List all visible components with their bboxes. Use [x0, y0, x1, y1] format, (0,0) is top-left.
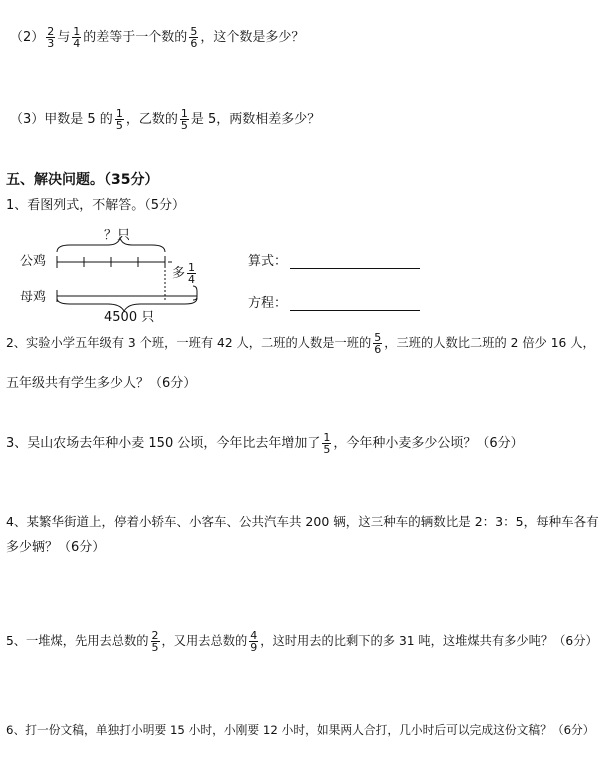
fraction-numerator: 2: [151, 629, 159, 642]
fraction-numerator: 1: [188, 261, 196, 274]
equation-label: 方程：: [248, 296, 288, 311]
problem-2-line-1: [6, 332, 595, 355]
problem-1-text: 1、看图列式，不解答。（5分）: [6, 198, 186, 213]
formula-label: 算式：: [248, 254, 288, 269]
question-3-text: （3）甲数是 5 的: [10, 112, 113, 127]
fraction-numerator: 1: [115, 107, 123, 120]
fraction-denominator: 5: [180, 119, 188, 132]
problem-3-text: ，今年种小麦多少公顷？（6分）: [333, 436, 524, 451]
question-3-text: ，乙数的: [125, 112, 178, 127]
problem-4-line-1: 4、某繁华街道上，停着小轿车、小客车、公共汽车共 200 辆，这三种车的辆数比是 2：3：5，每种车各有: [6, 514, 599, 529]
more-label: [172, 262, 198, 285]
unknown-label: ？只: [104, 228, 131, 243]
rooster-label: 公鸡: [20, 254, 47, 269]
question-2-prefix: （2）: [10, 30, 45, 45]
problem-2-line-2: 五年级共有学生多少人？（6分）: [6, 376, 197, 391]
fraction-denominator: 5: [115, 119, 123, 132]
fraction-denominator: 3: [47, 37, 55, 50]
fraction-numerator: 1: [73, 25, 81, 38]
fraction-numerator: 1: [323, 431, 331, 444]
problem-2-text: 2、实验小学五年级有 3 个班，一班有 42 人，二班的人数是一班的: [6, 336, 372, 350]
problem-4-line-2: 多少辆？（6分）: [6, 540, 106, 555]
question-2-text: 的差等于一个数的: [83, 30, 188, 45]
fraction-denominator: 5: [151, 641, 159, 654]
equation-answer-line[interactable]: [290, 310, 420, 311]
fraction-denominator: 9: [250, 641, 258, 654]
fraction-2-5: [151, 630, 160, 653]
hen-label: 母鸡: [20, 290, 47, 305]
formula-answer-line[interactable]: [290, 268, 420, 269]
question-2-text: ，这个数是多少？: [200, 30, 305, 45]
fraction-numerator: 5: [190, 25, 198, 38]
more-text: 多: [172, 266, 186, 281]
problem-5-text: 5、一堆煤，先用去总数的: [6, 634, 149, 648]
fraction-5-6: [373, 332, 382, 355]
total-label: 4500 只: [104, 310, 155, 325]
fraction-numerator: 5: [374, 331, 382, 344]
problem-5-text: ，这时用去的比剩下的多 31 吨，这堆煤共有多少吨？（6分）: [260, 634, 598, 648]
problem-3: [6, 432, 524, 455]
question-2-text: 与: [57, 30, 71, 45]
fraction-denominator: 4: [188, 273, 196, 286]
problem-2-text: ，三班的人数比二班的 2 倍少 16 人，: [384, 336, 595, 350]
problem-5: [6, 630, 598, 653]
fraction-denominator: 4: [73, 37, 81, 50]
problem-6: 6、打一份文稿，单独打小明要 15 小时，小刚要 12 小时，如果两人合打，几小时后可以完成这份文稿？（6分）: [6, 723, 595, 737]
fraction-numerator: 4: [250, 629, 258, 642]
fraction-numerator: 2: [47, 25, 55, 38]
fraction-1-5: [322, 432, 331, 455]
fraction-4-9: [249, 630, 258, 653]
section-5-heading: 五、解决问题。（35分）: [6, 172, 159, 188]
fraction-denominator: 6: [374, 343, 382, 356]
fraction-denominator: 5: [323, 443, 331, 456]
fraction-numerator: 1: [180, 107, 188, 120]
problem-3-text: 3、吴山农场去年种小麦 150 公顷，今年比去年增加了: [6, 436, 321, 451]
fraction-denominator: 6: [190, 37, 198, 50]
fraction-1-4: [187, 262, 196, 285]
problem-5-text: ，又用去总数的: [161, 634, 248, 648]
question-3-text: 是 5，两数相差多少？: [190, 112, 321, 127]
